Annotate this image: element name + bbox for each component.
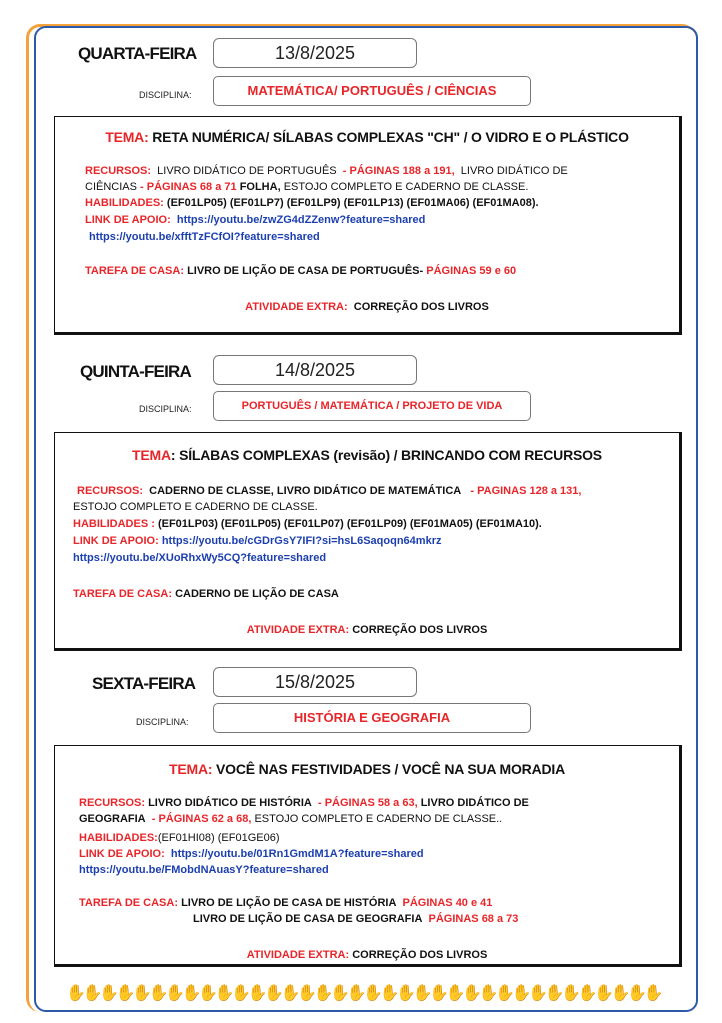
habilidades-line xyxy=(85,197,539,209)
hand-print-icon: ✋ xyxy=(115,985,134,1002)
hand-print-icon: ✋ xyxy=(445,985,464,1002)
link-line xyxy=(85,214,425,226)
hand-print-icon: ✋ xyxy=(561,985,579,1002)
discipline-label: DISCIPLINA: xyxy=(139,404,192,414)
tema-line xyxy=(55,447,679,463)
support-link-1[interactable]: https://youtu.be/zwZG4dZZenw?feature=shared xyxy=(176,214,426,226)
link-line xyxy=(73,535,441,547)
tema-line xyxy=(55,761,679,777)
hand-print-icon: ✋ xyxy=(346,985,365,1002)
discipline-box-friday: HISTÓRIA E GEOGRAFIA xyxy=(213,703,531,733)
habilidades-label: HABILIDADES: xyxy=(79,832,158,844)
habilidades-label: HABILIDADES : xyxy=(73,518,155,530)
tarefa-text: LIVRO DE LIÇÃO DE CASA DE PORTUGUÊS- xyxy=(187,265,424,277)
recursos-line-1 xyxy=(79,797,529,809)
link-label: LINK DE APOIO: xyxy=(85,214,171,226)
hand-print-icon: ✋ xyxy=(363,985,381,1002)
support-link-1[interactable]: https://youtu.be/cGDrGsY7IFI?si=hsL6Saqoqn64mkrz xyxy=(161,535,442,547)
hand-print-icon: ✋ xyxy=(165,985,183,1002)
recursos-text: GEOGRAFIA xyxy=(79,813,146,825)
recursos-text: LIVRO DIDÁTICO DE xyxy=(420,797,529,809)
recursos-text: FOLHA, xyxy=(239,181,281,193)
support-link-2[interactable]: https://youtu.be/XUoRhxWy5CQ?feature=shared xyxy=(73,552,327,564)
recursos-pages: - PAGINAS 128 a 131, xyxy=(470,485,582,497)
hand-print-icon: ✋ xyxy=(264,985,282,1002)
extra-label: ATIVIDADE EXTRA: xyxy=(246,624,350,636)
lesson-box-wednesday xyxy=(54,116,682,335)
link-line-2 xyxy=(89,231,320,243)
tema-label: TEMA: xyxy=(169,761,213,777)
tarefa-pages: PÁGINAS 68 a 73 xyxy=(428,913,519,925)
tarefa-line-2 xyxy=(193,913,518,925)
hand-print-icon: ✋ xyxy=(330,985,348,1002)
habilidades-text: (EF01HI08) (EF01GE06) xyxy=(157,832,280,844)
habilidades-text: (EF01LP05) (EF01LP7) (EF01LP9) (EF01LP13) (EF01MA06) (EF01MA08). xyxy=(166,197,539,209)
recursos-text: CIÊNCIAS xyxy=(85,181,137,193)
tarefa-label: TAREFA DE CASA: xyxy=(79,897,178,909)
recursos-pages: - PÁGINAS 62 a 68, xyxy=(151,813,252,825)
extra-text: CORREÇÃO DOS LIVROS xyxy=(353,301,489,313)
recursos-text: CADERNO DE CLASSE, LIVRO DIDÁTICO DE MATEMÁTICA xyxy=(149,485,462,497)
hand-print-icon: ✋ xyxy=(99,985,117,1002)
recursos-line-2 xyxy=(73,501,318,513)
hand-print-icon: ✋ xyxy=(181,985,200,1002)
hand-print-icon: ✋ xyxy=(82,985,101,1002)
recursos-text: ESTOJO COMPLETO E CADERNO DE CLASSE. xyxy=(283,181,529,193)
extra-line xyxy=(55,301,679,313)
hand-print-icon: ✋ xyxy=(627,985,645,1002)
hand-print-icon: ✋ xyxy=(132,985,150,1002)
tema-label: TEMA: xyxy=(105,129,149,145)
support-link-2[interactable]: https://youtu.be/xfftTzFCfOI?feature=shared xyxy=(89,231,320,243)
recursos-label: RECURSOS: xyxy=(79,797,146,809)
hand-print-icon: ✋ xyxy=(313,985,332,1002)
tarefa-label: TAREFA DE CASA: xyxy=(73,588,172,600)
tema-text: VOCÊ NAS FESTIVIDADES / VOCÊ NA SUA MORADIA xyxy=(216,761,565,777)
recursos-line-1 xyxy=(77,485,581,497)
hand-print-icon: ✋ xyxy=(511,985,530,1002)
habilidades-line xyxy=(73,518,542,530)
hand-print-icon: ✋ xyxy=(66,985,84,1002)
habilidades-label: HABILIDADES: xyxy=(85,197,164,209)
support-link-1[interactable]: https://youtu.be/01Rn1GmdM1A?feature=shared xyxy=(170,848,424,860)
recursos-label: RECURSOS: xyxy=(77,485,144,497)
extra-line xyxy=(55,624,679,636)
hand-print-icon: ✋ xyxy=(478,985,497,1002)
day-title-wednesday: QUARTA-FEIRA xyxy=(78,44,197,63)
hand-print-icon: ✋ xyxy=(643,985,662,1002)
link-label: LINK DE APOIO: xyxy=(73,535,159,547)
day-title-thursday: QUINTA-FEIRA xyxy=(80,362,191,381)
tarefa-line-1 xyxy=(79,897,492,909)
day-title-friday: SEXTA-FEIRA xyxy=(92,674,196,693)
tarefa-label: TAREFA DE CASA: xyxy=(85,265,184,277)
tarefa-pages: PÁGINAS 40 e 41 xyxy=(402,897,493,909)
recursos-text: LIVRO DIDÁTICO DE PORTUGUÊS xyxy=(157,165,337,177)
hand-print-icon: ✋ xyxy=(495,985,513,1002)
hand-print-icon: ✋ xyxy=(594,985,612,1002)
hand-print-icon: ✋ xyxy=(247,985,266,1002)
date-box-thursday: 14/8/2025 xyxy=(213,355,417,385)
link-line xyxy=(79,848,424,860)
hand-print-icon: ✋ xyxy=(429,985,447,1002)
recursos-line-2 xyxy=(79,813,502,825)
hand-print-icon: ✋ xyxy=(610,985,629,1002)
link-line-2 xyxy=(73,552,326,564)
tema-text: : SÍLABAS COMPLEXAS (revisão) / BRINCANDO COM RECURSOS xyxy=(170,447,602,463)
recursos-line-1 xyxy=(85,165,568,177)
recursos-pages: - PÁGINAS 58 a 63, xyxy=(317,797,418,809)
tema-text: RETA NUMÉRICA/ SÍLABAS COMPLEXAS "CH" / O VIDRO E O PLÁSTICO xyxy=(152,129,629,145)
tema-label: TEMA xyxy=(132,447,171,463)
lesson-box-thursday xyxy=(54,432,682,651)
tarefa-text: LIVRO DE LIÇÃO DE CASA DE HISTÓRIA xyxy=(181,897,397,909)
extra-line xyxy=(55,949,679,961)
recursos-text: ESTOJO COMPLETO E CADERNO DE CLASSE.. xyxy=(254,813,503,825)
discipline-label: DISCIPLINA: xyxy=(139,90,192,100)
discipline-label: DISCIPLINA: xyxy=(136,717,189,727)
date-box-wednesday: 13/8/2025 xyxy=(213,38,417,68)
tema-line xyxy=(55,129,679,145)
hand-print-icon: ✋ xyxy=(577,985,596,1002)
date-box-friday: 15/8/2025 xyxy=(213,667,417,697)
hand-print-border xyxy=(66,982,660,1006)
hand-print-icon: ✋ xyxy=(214,985,233,1002)
recursos-text: ESTOJO COMPLETO E CADERNO DE CLASSE. xyxy=(73,501,318,513)
hand-print-icon: ✋ xyxy=(396,985,414,1002)
recursos-line-2 xyxy=(85,181,528,193)
discipline-box-thursday: PORTUGUÊS / MATEMÁTICA / PROJETO DE VIDA xyxy=(213,391,531,421)
extra-label: ATIVIDADE EXTRA: xyxy=(246,949,350,961)
habilidades-line xyxy=(79,832,280,844)
hand-print-icon: ✋ xyxy=(198,985,216,1002)
habilidades-text: (EF01LP03) (EF01LP05) (EF01LP07) (EF01LP09) (EF01MA05) (EF01MA10). xyxy=(157,518,542,530)
recursos-pages: - PÁGINAS 188 a 191, xyxy=(342,165,455,177)
recursos-pages: - PÁGINAS 68 a 71 xyxy=(140,181,237,193)
tarefa-text: LIVRO DE LIÇÃO DE CASA DE GEOGRAFIA xyxy=(193,913,423,925)
hand-print-icon: ✋ xyxy=(412,985,431,1002)
link-label: LINK DE APOIO: xyxy=(79,848,165,860)
hand-print-icon: ✋ xyxy=(231,985,249,1002)
extra-text: CORREÇÃO DOS LIVROS xyxy=(352,949,488,961)
extra-label: ATIVIDADE EXTRA: xyxy=(245,301,348,313)
tarefa-line xyxy=(73,588,339,600)
hand-print-icon: ✋ xyxy=(297,985,315,1002)
extra-text: CORREÇÃO DOS LIVROS xyxy=(352,624,488,636)
tarefa-text: CADERNO DE LIÇÃO DE CASA xyxy=(175,588,339,600)
tarefa-line xyxy=(85,265,516,277)
recursos-text: LIVRO DIDÁTICO DE xyxy=(460,165,568,177)
support-link-2[interactable]: https://youtu.be/FMobdNAuasY?feature=shared xyxy=(79,864,329,876)
lesson-box-friday xyxy=(54,745,682,967)
hand-print-icon: ✋ xyxy=(462,985,480,1002)
recursos-text: LIVRO DIDÁTICO DE HISTÓRIA xyxy=(148,797,312,809)
discipline-box-wednesday: MATEMÁTICA/ PORTUGUÊS / CIÊNCIAS xyxy=(213,76,531,106)
hand-print-icon: ✋ xyxy=(379,985,398,1002)
hand-print-icon: ✋ xyxy=(528,985,546,1002)
link-line-2 xyxy=(79,864,329,876)
hand-print-icon: ✋ xyxy=(148,985,167,1002)
recursos-label: RECURSOS: xyxy=(85,165,152,177)
tarefa-pages: PÁGINAS 59 e 60 xyxy=(426,265,517,277)
hand-print-icon: ✋ xyxy=(544,985,563,1002)
hand-print-icon: ✋ xyxy=(280,985,299,1002)
